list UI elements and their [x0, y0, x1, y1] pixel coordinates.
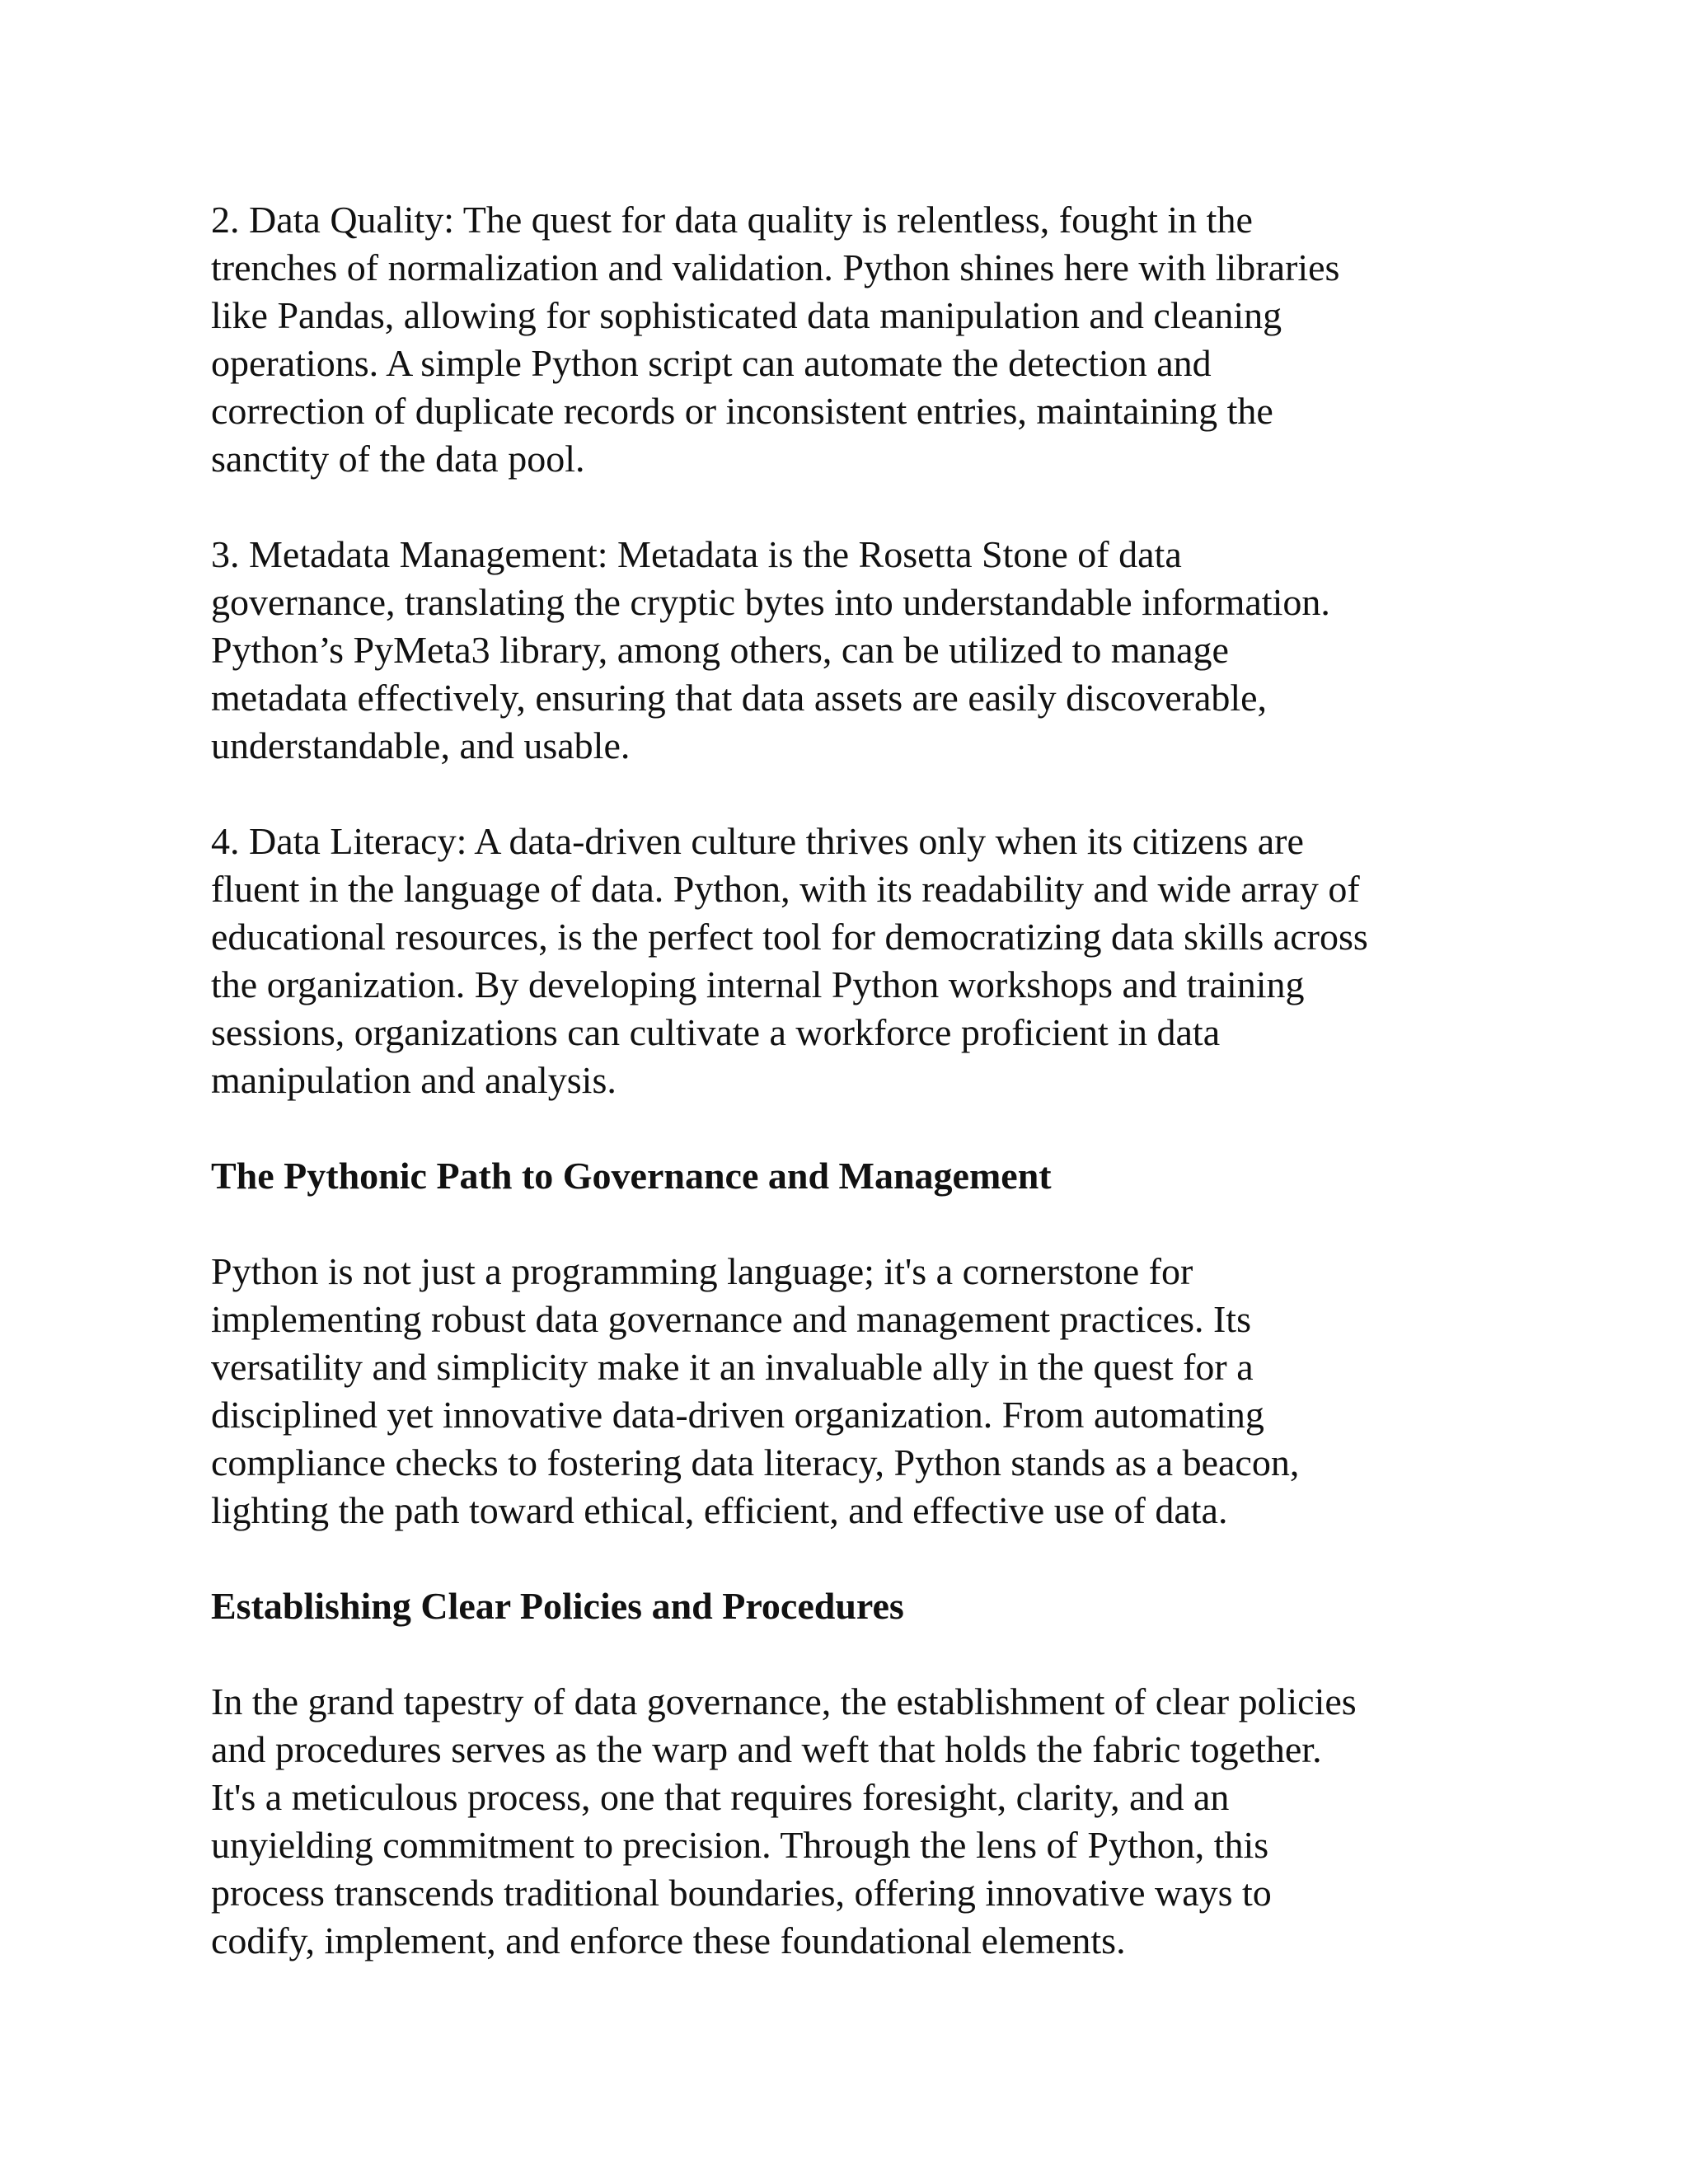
text-line: sanctity of the data pool. — [211, 438, 585, 480]
text-line: 2. Data Quality: The quest for data quality is relentless, fought in the — [211, 199, 1253, 241]
text-line: understandable, and usable. — [211, 724, 631, 766]
document-body — [211, 196, 1497, 2013]
heading-clear-policies — [211, 1582, 1497, 1630]
text-line: 4. Data Literacy: A data-driven culture thrives only when its citizens are — [211, 820, 1304, 862]
text-line: implementing robust data governance and management practices. Its — [211, 1298, 1251, 1340]
text-line: metadata effectively, ensuring that data assets are easily discoverable, — [211, 677, 1268, 719]
text-line: disciplined yet innovative data-driven organization. From automating — [211, 1394, 1264, 1436]
heading-text: The Pythonic Path to Governance and Management — [211, 1155, 1052, 1197]
text-line: compliance checks to fostering data literacy, Python stands as a beacon, — [211, 1441, 1300, 1483]
heading-pythonic-path — [211, 1152, 1497, 1200]
text-line: In the grand tapestry of data governance, the establishment of clear policies — [211, 1680, 1357, 1722]
text-line: unyielding commitment to precision. Through the lens of Python, this — [211, 1824, 1269, 1866]
paragraph-data-quality — [211, 196, 1497, 483]
text-line: codify, implement, and enforce these foundational elements. — [211, 1919, 1126, 1961]
paragraph-metadata-management — [211, 531, 1497, 770]
text-line: It's a meticulous process, one that requires foresight, clarity, and an — [211, 1776, 1230, 1818]
text-line: versatility and simplicity make it an invaluable ally in the quest for a — [211, 1346, 1254, 1388]
text-line: trenches of normalization and validation. Python shines here with libraries — [211, 246, 1340, 288]
paragraph-pythonic-path — [211, 1248, 1497, 1535]
text-line: like Pandas, allowing for sophisticated data manipulation and cleaning — [211, 294, 1282, 336]
text-line: correction of duplicate records or inconsistent entries, maintaining the — [211, 390, 1273, 432]
text-line: Python’s PyMeta3 library, among others, can be utilized to manage — [211, 629, 1229, 671]
text-line: governance, translating the cryptic bytes into understandable information. — [211, 581, 1330, 623]
heading-text: Establishing Clear Policies and Procedures — [211, 1585, 904, 1627]
text-line: educational resources, is the perfect tool for democratizing data skills across — [211, 916, 1368, 958]
text-line: operations. A simple Python script can automate the detection and — [211, 342, 1212, 384]
text-line: and procedures serves as the warp and weft that holds the fabric together. — [211, 1728, 1322, 1770]
text-line: 3. Metadata Management: Metadata is the Rosetta Stone of data — [211, 533, 1182, 575]
text-line: manipulation and analysis. — [211, 1059, 617, 1101]
text-line: process transcends traditional boundaries, offering innovative ways to — [211, 1872, 1272, 1914]
paragraph-clear-policies — [211, 1678, 1497, 1965]
text-line: lighting the path toward ethical, efficient, and effective use of data. — [211, 1489, 1228, 1531]
paragraph-data-literacy — [211, 818, 1497, 1104]
text-line: Python is not just a programming language; it's a cornerstone for — [211, 1250, 1193, 1292]
text-line: fluent in the language of data. Python, with its readability and wide array of — [211, 868, 1360, 910]
text-line: the organization. By developing internal Python workshops and training — [211, 963, 1305, 1005]
text-line: sessions, organizations can cultivate a workforce proficient in data — [211, 1011, 1221, 1053]
